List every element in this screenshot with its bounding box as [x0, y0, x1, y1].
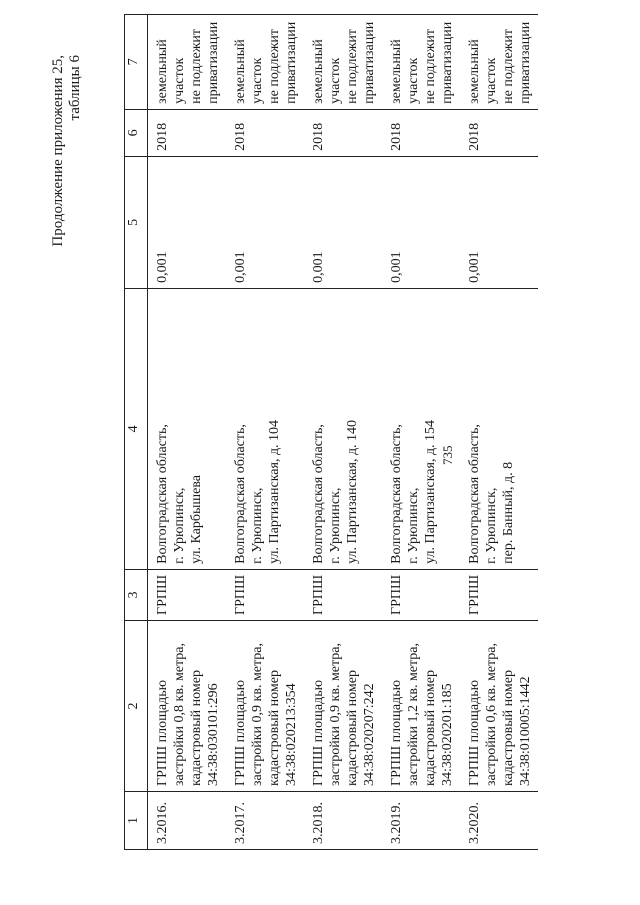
table-row: [460, 14, 538, 849]
column-header: 4: [125, 288, 148, 569]
table-row: [148, 14, 227, 849]
land-area: 0,001: [382, 156, 460, 288]
object-address: Волгоградская область, г. Урюпинск, пер. Банный, д. 8: [460, 288, 538, 569]
land-area: 0,001: [304, 156, 382, 288]
land-area: 0,001: [148, 156, 227, 288]
object-type: ГРПШ: [304, 569, 382, 620]
table-row: [226, 14, 304, 849]
column-header: 6: [125, 109, 148, 156]
object-type: ГРПШ: [382, 569, 460, 620]
object-address: Волгоградская область, г. Урюпинск, ул. Партизанская, д. 104: [226, 288, 304, 569]
object-type: ГРПШ: [148, 569, 227, 620]
object-description: ГРПШ площадью застройки 0,9 кв. метра, кадастровый номер 34:38:020213:354: [226, 621, 304, 792]
column-header: 2: [125, 621, 148, 792]
note: земельный участок не подлежит приватизации: [304, 14, 382, 109]
object-description: ГРПШ площадью застройки 0,6 кв. метра, кадастровый номер 34:38:010005:1442: [460, 621, 538, 792]
column-header: 1: [125, 792, 148, 850]
object-description: ГРПШ площадью застройки 1,2 кв. метра, кадастровый номер 34:38:020201:185: [382, 621, 460, 792]
caption-line-1: Продолжение приложения 25,: [50, 55, 66, 247]
row-number: 3.2019.: [382, 792, 460, 850]
table-header-row: [125, 14, 148, 849]
object-type: ГРПШ: [460, 569, 538, 620]
column-header: 7: [125, 14, 148, 109]
object-address: Волгоградская область, г. Урюпинск, ул. Партизанская, д. 140: [304, 288, 382, 569]
table-caption: [50, 55, 84, 255]
note: земельный участок не подлежит приватизации: [460, 14, 538, 109]
row-number: 3.2017.: [226, 792, 304, 850]
column-header: 3: [125, 569, 148, 620]
object-description: ГРПШ площадью застройки 0,9 кв. метра, кадастровый номер 34:38:020207:242: [304, 621, 382, 792]
row-number: 3.2018.: [304, 792, 382, 850]
note: земельный участок не подлежит приватизации: [148, 14, 227, 109]
note: земельный участок не подлежит приватизации: [226, 14, 304, 109]
object-address: Волгоградская область, г. Урюпинск, ул. Партизанская, д. 154: [382, 288, 460, 569]
table-row: [382, 14, 460, 849]
object-description: ГРПШ площадью застройки 0,8 кв. метра, кадастровый номер 34:38:030101:296: [148, 621, 227, 792]
row-number: 3.2016.: [148, 792, 227, 850]
page-number: 735: [440, 445, 455, 465]
land-area: 0,001: [460, 156, 538, 288]
year: 2018: [226, 109, 304, 156]
row-number: 3.2020.: [460, 792, 538, 850]
column-header: 5: [125, 156, 148, 288]
note: земельный участок не подлежит приватизации: [382, 14, 460, 109]
year: 2018: [148, 109, 227, 156]
table-row: [304, 14, 382, 849]
year: 2018: [304, 109, 382, 156]
year: 2018: [382, 109, 460, 156]
land-area: 0,001: [226, 156, 304, 288]
object-type: ГРПШ: [226, 569, 304, 620]
property-table: [124, 14, 538, 850]
object-address: Волгоградская область, г. Урюпинск, ул. Карбышева: [148, 288, 227, 569]
caption-line-2: таблицы 6: [67, 55, 83, 121]
year: 2018: [460, 109, 538, 156]
